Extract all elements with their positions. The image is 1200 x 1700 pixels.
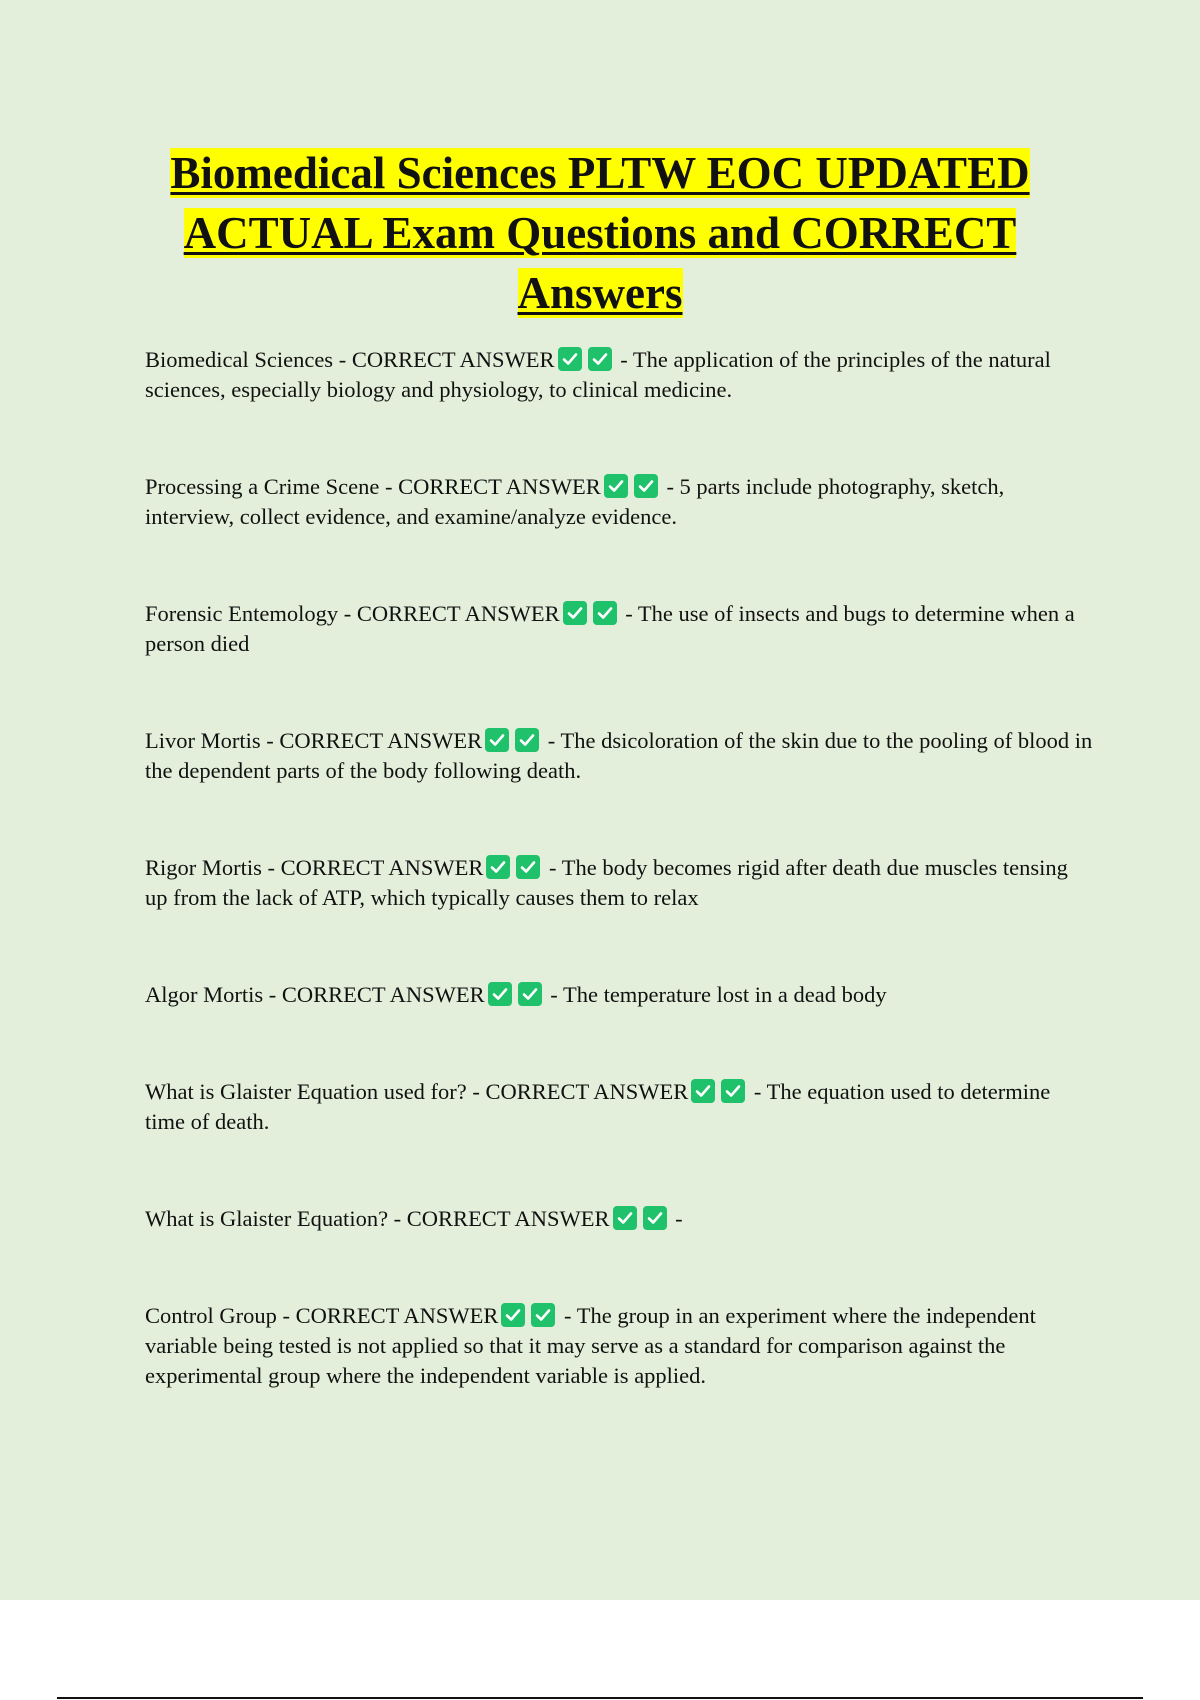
qa-item [145, 726, 1095, 786]
correct-answer-label: CORRECT ANSWER [398, 474, 601, 499]
qa-answer: - The body becomes rigid after death due muscles tensing up from the lack of ATP, which typically causes them to relax [145, 855, 1068, 910]
check-mark-icon [488, 982, 512, 1006]
qa-term: Forensic Entemology - [145, 601, 357, 626]
qa-term: What is Glaister Equation? - [145, 1206, 407, 1231]
qa-item [145, 853, 1095, 913]
qa-term: Rigor Mortis - [145, 855, 281, 880]
qa-answer: - The dsicoloration of the skin due to the pooling of blood in the dependent parts of the body following death. [145, 728, 1093, 783]
check-mark-icon [486, 855, 510, 879]
qa-answer: - 5 parts include photography, sketch, interview, collect evidence, and examine/analyze evidence. [145, 474, 1005, 529]
qa-item [145, 1301, 1095, 1391]
document-title [120, 143, 1080, 323]
check-mark-icon [531, 1303, 555, 1327]
correct-answer-label: CORRECT ANSWER [351, 347, 555, 372]
check-mark-icon [485, 728, 509, 752]
check-mark-icon [691, 1079, 715, 1103]
correct-answer-label: CORRECT ANSWER [295, 1303, 499, 1328]
check-mark-icon [518, 982, 542, 1006]
qa-answer: - [669, 1206, 683, 1231]
qa-term: Algor Mortis - [145, 982, 282, 1007]
check-mark-icon [558, 347, 582, 371]
qa-answer: - The application of the principles of the natural sciences, especially biology and physiology, to clinical medicine. [145, 347, 1051, 402]
footer-divider [57, 1697, 1143, 1699]
correct-answer-label: CORRECT ANSWER [281, 982, 485, 1007]
check-mark-icon [604, 474, 628, 498]
qa-answer: - The use of insects and bugs to determine when a person died [145, 601, 1075, 656]
qa-answer: - The temperature lost in a dead body [544, 982, 887, 1007]
correct-answer-label: CORRECT ANSWER [280, 855, 484, 880]
qa-term: Processing a Crime Scene - [145, 474, 399, 499]
check-mark-icon [593, 601, 617, 625]
qa-term: Biomedical Sciences - [145, 347, 352, 372]
correct-answer-label: CORRECT ANSWER [406, 1206, 610, 1231]
correct-answer-label: CORRECT ANSWER [356, 601, 560, 626]
qa-item [145, 472, 1095, 532]
qa-answer: - The group in an experiment where the independent variable being tested is not applied so that it may serve as a standard for comparison against the experimental group where the independent variable is applied. [145, 1303, 1036, 1388]
qa-term: Livor Mortis - [145, 728, 280, 753]
qa-term: Control Group - [145, 1303, 296, 1328]
check-mark-icon [721, 1079, 745, 1103]
check-mark-icon [588, 347, 612, 371]
check-mark-icon [613, 1206, 637, 1230]
qa-item [145, 1077, 1095, 1137]
check-mark-icon [634, 474, 658, 498]
qa-term: What is Glaister Equation used for? - [145, 1079, 486, 1104]
correct-answer-label: CORRECT ANSWER [485, 1079, 689, 1104]
qa-item [145, 345, 1095, 405]
check-mark-icon [563, 601, 587, 625]
check-mark-icon [515, 728, 539, 752]
check-mark-icon [501, 1303, 525, 1327]
check-mark-icon [516, 855, 540, 879]
qa-item [145, 1204, 1095, 1234]
qa-item [145, 599, 1095, 659]
check-mark-icon [643, 1206, 667, 1230]
qa-answer: - The equation used to determine time of death. [145, 1079, 1051, 1134]
title-highlight: Biomedical Sciences PLTW EOC UPDATED ACTUAL Exam Questions and CORRECT Answers [170, 148, 1030, 318]
correct-answer-label: CORRECT ANSWER [279, 728, 483, 753]
qa-item [145, 980, 1095, 1010]
